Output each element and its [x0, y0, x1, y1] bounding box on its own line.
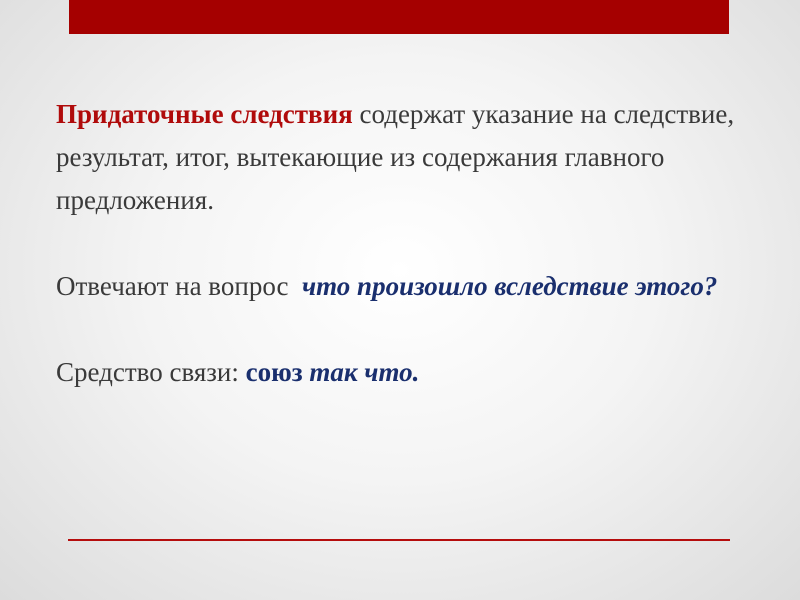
question-prefix: Отвечают на вопрос [56, 271, 302, 301]
connector-prefix: Средство связи: [56, 357, 246, 387]
connector-word: союз [245, 357, 310, 387]
slide-content [56, 93, 756, 394]
question-paragraph [56, 265, 756, 308]
definition-paragraph [56, 93, 756, 222]
definition-term: Придаточные следствия [56, 99, 353, 129]
connector-paragraph [56, 351, 756, 394]
bottom-divider-line [68, 539, 730, 541]
definition-text: содержат указание на следствие, результат, итог, вытекающие из содержания главного предложения. [56, 99, 735, 215]
connector-conjunction: так что. [309, 357, 420, 387]
top-accent-bar [69, 0, 729, 34]
question-text: что произошло вследствие этого? [301, 271, 718, 301]
